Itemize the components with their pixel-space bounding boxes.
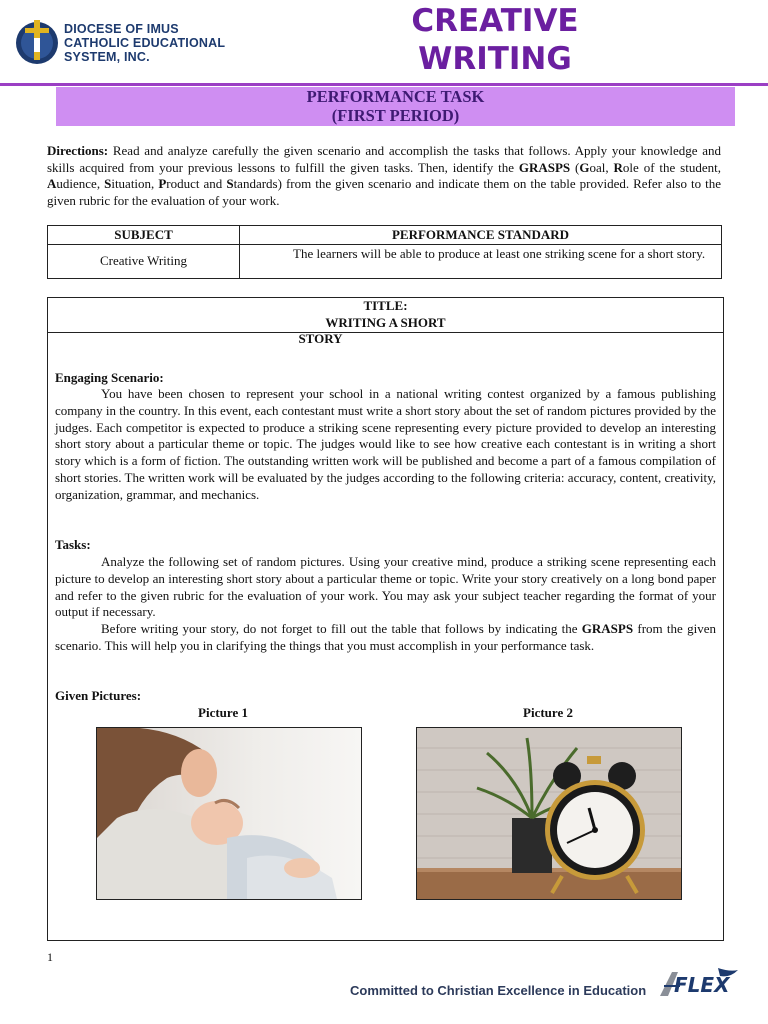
flex-logo-text: FLEX: [674, 973, 730, 997]
org-line-1: DIOCESE OF IMUS: [64, 22, 179, 36]
scenario-heading: Engaging Scenario:: [55, 370, 164, 385]
word-situation: ituation,: [111, 176, 159, 191]
subject-title-line-1: CREATIVE: [411, 3, 579, 39]
organization-name: [64, 22, 225, 64]
banner-line-2: (FIRST PERIOD): [331, 106, 460, 125]
letter-g: G: [579, 159, 590, 175]
tasks-paragraph-1: Analyze the following set of random pictures. Using your creative mind, produce a striking scene representing each picture to develop an interesting short story about a particular theme or topic. Write your story creatively on a long bond paper and refer to the given rubric for the evaluation of your work. You may ask your subject teacher regarding the format of your output if necessary.: [55, 554, 716, 620]
story-title: [48, 298, 723, 348]
picture-1-label: Picture 1: [198, 705, 248, 720]
directions-label: Directions:: [47, 143, 109, 158]
tasks-grasps: GRASPS: [581, 621, 634, 636]
letter-a: A: [47, 176, 57, 191]
title-line-3: STORY: [298, 331, 343, 346]
banner-line-1: PERFORMANCE TASK: [306, 87, 485, 106]
subject-title-line-2: WRITING: [418, 41, 572, 77]
tasks-heading: Tasks:: [55, 537, 91, 552]
directions-text-b: (: [570, 159, 580, 175]
flex-logo: [658, 966, 740, 1000]
word-role: ole of the student,: [622, 159, 721, 175]
performance-standard-table: [47, 225, 722, 279]
page-number: 1: [47, 950, 53, 964]
title-line-1: TITLE:: [363, 298, 408, 313]
header-divider: [0, 83, 768, 86]
subject-cell: Creative Writing: [100, 253, 187, 268]
picture-2-alarm-clock: [416, 727, 682, 900]
letter-s: S: [104, 176, 112, 191]
tasks-paragraph-2-b: from the given scenario. This will help you in clarifying the things that you must accomplish in your performance task.: [55, 621, 716, 653]
title-line-2: WRITING A SHORT: [325, 314, 446, 330]
picture-1-mother-and-baby: [96, 727, 362, 900]
word-product: roduct and: [166, 176, 227, 191]
tasks-paragraph-2-a: Before writing your story, do not forget to fill out the table that follows by indicating the: [101, 621, 582, 636]
word-audience: udience,: [56, 176, 105, 191]
word-standards: tandards) from the given scenario and indicate them on the table provided. Refer also to the given rubric for the evaluation of your work.: [47, 176, 722, 208]
letter-r: R: [613, 159, 623, 175]
letter-p: P: [158, 176, 167, 191]
performance-task-banner: [56, 87, 735, 126]
scenario-text: You have been chosen to represent your school in a national writing contest organized by a famous publishing company in the country. In this event, each contestant must write a short story about the set of random pictures provided by the judges. Each competitor is expected to produce a striking scene representing every picture provided to develop an interesting short story about a particular theme or topic. The judges would like to see how creative each contestant is in writing a short story which is a form of fiction. The outstanding written work will be published and become a part of a famous compilation of short stories. The written work will be evaluated by the judges according to the following criteria: accuracy, content, creativity, organization, grammar, and mechanics.: [55, 386, 716, 502]
letter-s2: S: [226, 176, 234, 191]
subject-header: SUBJECT: [114, 227, 173, 242]
directions-text-a: Read and analyze carefully the given scenario and accomplish the tasks that follows. Apply your knowledge and skills acquired from your previous lessons to fulfill the given tasks. Then, identify the: [47, 143, 721, 175]
word-goal: oal,: [589, 159, 614, 175]
picture-2-label: Picture 2: [523, 705, 573, 720]
org-line-3: SYSTEM, INC.: [64, 50, 150, 64]
standard-header: PERFORMANCE STANDARD: [391, 227, 570, 242]
directions-grasps: GRASPS: [518, 159, 571, 175]
standard-cell: The learners will be able to produce at least one striking scene for a short story.: [293, 246, 706, 261]
given-pictures-heading: Given Pictures:: [55, 688, 142, 703]
footer-motto: Committed to Christian Excellence in Education: [350, 983, 647, 998]
directions-paragraph: [47, 143, 721, 209]
subject-title: [395, 2, 595, 78]
tasks-paragraph-2: [55, 621, 716, 655]
org-line-2: CATHOLIC EDUCATIONAL: [64, 36, 226, 50]
diocese-logo: [14, 16, 60, 66]
